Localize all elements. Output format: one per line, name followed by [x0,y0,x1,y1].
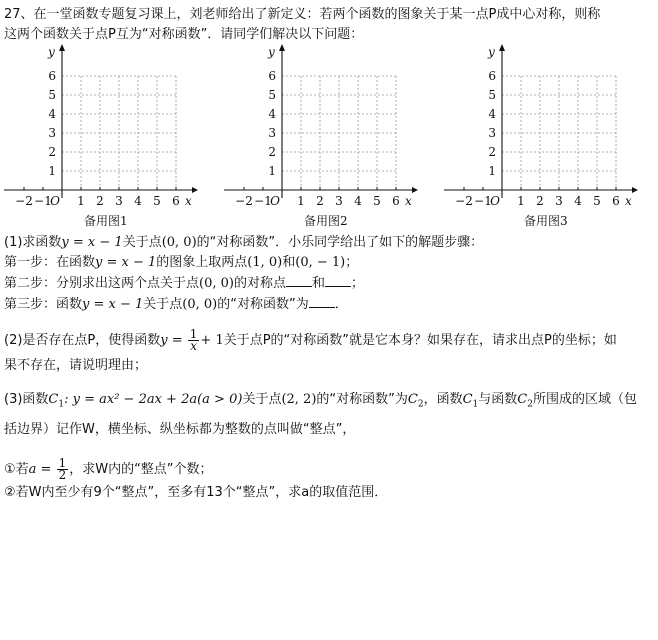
x-axis-label: x [625,194,632,208]
q1-step-3: 第三步：函数y = x − 1关于点(0, 0)的“对称函数”为 ． [4,297,348,312]
intro-line-1: 27、在一堂函数专题复习课上，刘老师给出了新定义：若两个函数的图象关于某一点P成中心对称，则称 [4,7,601,22]
x-tick-label: 2 [96,194,104,208]
x-tick-label: 3 [555,194,563,208]
q1-step-1: 第一步：在函数y = x − 1的图象上取两点(1, 0)和(0, − 1)； [4,255,359,270]
y-tick-label: 5 [488,88,496,102]
y-tick-label: 5 [48,88,56,102]
intro-line-2: 这两个函数关于点P互为“对称函数”．请同学们解决以下问题： [4,27,364,42]
x-tick-label: 1 [517,194,525,208]
y-tick-label: 4 [268,107,276,121]
x-tick-label: −2 [235,194,253,208]
y-tick-label: 3 [268,126,276,140]
x-tick-label: 6 [392,194,400,208]
x-tick-label: 3 [115,194,123,208]
graph-2-caption: 备用图2 [304,214,348,228]
y-tick-label: 2 [488,145,496,159]
x-axis-arrow [412,187,418,193]
q3-line-2: 括边界）记作W，横坐标、纵坐标都为整数的点叫做“整点”， [4,422,356,437]
y-axis-arrow [59,44,65,51]
graph-3 [442,44,638,212]
answer-blank[interactable] [325,274,351,287]
graph-3-caption: 备用图3 [524,214,568,228]
x-tick-label: 2 [316,194,324,208]
y-tick-label: 3 [488,126,496,140]
q1-func: y = x − 1 [61,235,123,250]
sub-question-1: ①若a = $\frac{1}{2}$ ，求W内的“整点”个数； [4,456,213,482]
graph-2 [222,44,418,212]
y-axis-arrow [279,44,285,51]
q1-stem: (1)求函数y = x − 1关于点(0, 0)的“对称函数”．小乐同学给出了如下的解题步骤： [4,235,484,250]
x-tick-label: −2 [15,194,33,208]
x-tick-label: 6 [172,194,180,208]
origin-label: O [270,194,280,208]
x-tick-label: 1 [297,194,305,208]
x-tick-label: −1 [34,194,52,208]
q3-stem: (3)函数$C_1$: y = ax² − 2ax + 2a(a > 0)关于点(2, 2)的“对称函数”为$C_2$，函数$C_1$与函数$C_2$所围成的区域（包 [4,392,637,410]
x-tick-label: 5 [373,194,381,208]
x-tick-label: −2 [455,194,473,208]
q1-step-2: 第二步：分别求出这两个点关于点(0, 0)的对称点 和 ； [4,276,365,291]
y-axis-label: y [48,45,55,59]
origin-label: O [490,194,500,208]
y-tick-label: 2 [48,145,56,159]
x-tick-label: 5 [593,194,601,208]
x-tick-label: 2 [536,194,544,208]
x-tick-label: 5 [153,194,161,208]
y-tick-label: 6 [48,69,56,83]
y-tick-label: 5 [268,88,276,102]
graph-1-caption: 备用图1 [84,214,128,228]
x-tick-label: −1 [474,194,492,208]
y-tick-label: 3 [48,126,56,140]
x-axis-arrow [632,187,638,193]
answer-blank[interactable] [309,295,335,308]
x-tick-label: −1 [254,194,272,208]
y-tick-label: 6 [488,69,496,83]
sub-question-2: ②若W内至少有9个“整点”，至多有13个“整点”，求a的取值范围． [4,485,388,500]
answer-blank[interactable] [286,274,312,287]
origin-label: O [50,194,60,208]
q2-line-2: 果不存在，请说明理由； [4,358,148,373]
q2-stem: (2)是否存在点P，使得函数y = $\frac{1}{x}$ + 1关于点P的“对称函数”就是它本身？如果存在，请求出点P的坐标；如 [4,327,617,353]
y-tick-label: 4 [48,107,56,121]
x-tick-label: 3 [335,194,343,208]
x-axis-label: x [405,194,412,208]
y-tick-label: 1 [48,164,56,178]
y-tick-label: 2 [268,145,276,159]
y-axis-label: y [268,45,275,59]
y-axis-label: y [488,45,495,59]
x-tick-label: 4 [354,194,362,208]
y-tick-label: 6 [268,69,276,83]
y-axis-arrow [499,44,505,51]
fraction: $\frac{1}{x}$ [189,327,198,353]
x-tick-label: 1 [77,194,85,208]
x-tick-label: 4 [134,194,142,208]
x-axis-arrow [192,187,198,193]
y-tick-label: 4 [488,107,496,121]
y-tick-label: 1 [488,164,496,178]
x-tick-label: 6 [612,194,620,208]
graph-1 [2,44,198,212]
x-tick-label: 4 [574,194,582,208]
fraction: $\frac{1}{2}$ [58,456,67,482]
y-tick-label: 1 [268,164,276,178]
x-axis-label: x [185,194,192,208]
